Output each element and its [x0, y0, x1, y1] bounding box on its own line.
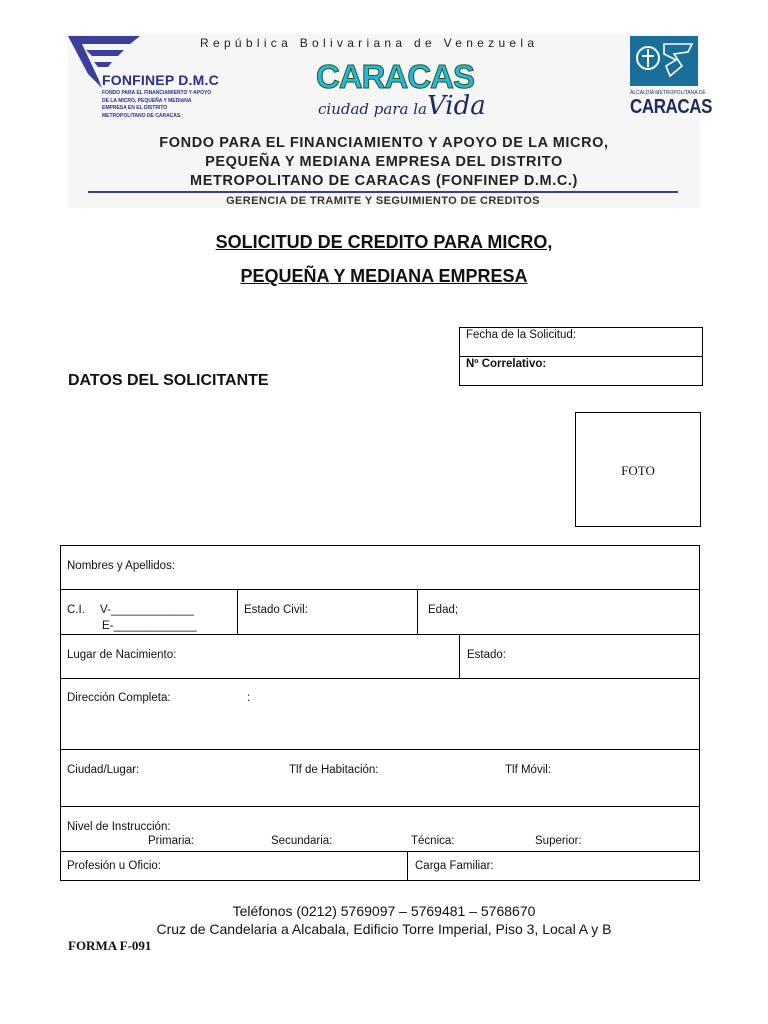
gerencia-text: GERENCIA DE TRAMITE Y SEGUIMIENTO DE CREDITOS — [226, 195, 540, 207]
profesion-row — [61, 852, 699, 880]
profesion-label: Profesión u Oficio: — [67, 860, 161, 872]
form-title-line-2: PEQUEÑA Y MEDIANA EMPRESA — [240, 266, 528, 286]
alcaldia-small-text: ALCALDÍA METROPOLITANA DE — [630, 90, 706, 96]
nivel-instruccion-field[interactable] — [61, 807, 699, 852]
ci-label: C.I. — [67, 604, 85, 616]
alcaldia-caracas-text: CARACAS — [630, 96, 713, 118]
footer-telefonos: Teléfonos (0212) 5769097 – 5769481 – 5768670 — [232, 903, 536, 919]
correlativo-field[interactable] — [460, 357, 702, 385]
ci-row — [61, 590, 699, 635]
foto-box[interactable] — [575, 412, 701, 527]
form-title-line-1: SOLICITUD DE CREDITO PARA MICRO, — [215, 232, 553, 252]
fondo-title — [100, 134, 668, 191]
footer — [0, 902, 768, 938]
nombres-field[interactable] — [61, 546, 699, 590]
forma-code: FORMA F-091 — [68, 938, 152, 953]
correlativo-label: Nº Correlativo: — [466, 358, 547, 370]
fecha-solicitud-label: Fecha de la Solicitud: — [466, 329, 576, 341]
fondo-line-1: FONDO PARA EL FINANCIAMIENTO Y APOYO DE LA MICRO, — [159, 135, 609, 151]
nivel-instruccion-label: Nivel de Instrucción: — [67, 821, 171, 833]
tecnica-label: Técnica: — [411, 835, 455, 847]
edad-field[interactable] — [417, 590, 699, 634]
profesion-field[interactable] — [61, 852, 407, 880]
caracas-slogan-b: Vida — [426, 91, 486, 121]
ci-field[interactable] — [61, 590, 237, 634]
ci-e-line: E-_____________ — [102, 620, 197, 632]
foto-label: FOTO — [621, 463, 655, 478]
nombres-label: Nombres y Apellidos: — [67, 560, 176, 572]
alcaldia-emblem-icon — [630, 36, 698, 86]
tlf-movil-label: Tlf Móvil: — [505, 764, 551, 776]
fonfinep-subtitle: FONDO PARA EL FINANCIAMIENTO Y APOYO DE LA MICRO, PEQUEÑA Y MEDIANA EMPRESA EN EL DISTRITO METROPOLITANO DE CARACAS. — [102, 90, 212, 119]
header-divider — [88, 191, 678, 193]
caracas-slogan-a: ciudad para la — [318, 100, 427, 118]
lugar-nacimiento-label: Lugar de Nacimiento: — [67, 649, 177, 661]
estado-label: Estado: — [467, 649, 506, 661]
solicitante-form — [60, 545, 700, 881]
primaria-label: Primaria: — [148, 835, 195, 847]
lugar-nacimiento-field[interactable] — [61, 635, 459, 678]
section-title: DATOS DEL SOLICITANTE — [68, 372, 269, 389]
tlf-habitacion-label: Tlf de Habitación: — [289, 764, 379, 776]
ci-v-line: V-_____________ — [100, 604, 195, 616]
fecha-box — [459, 327, 703, 386]
edad-label: Edad; — [428, 604, 459, 616]
republica-text: República Bolivariana de Venezuela — [200, 36, 539, 50]
direccion-field[interactable] — [61, 679, 699, 750]
fondo-line-3: METROPOLITANO DE CARACAS (FONFINEP D.M.C.) — [190, 173, 578, 189]
estado-civil-field[interactable] — [237, 590, 417, 634]
superior-label: Superior: — [535, 835, 582, 847]
ciudad-label: Ciudad/Lugar: — [67, 764, 140, 776]
caracas-logo-word: CARACAS — [316, 58, 474, 95]
carga-familiar-field[interactable] — [407, 852, 699, 880]
contacto-row — [61, 750, 699, 807]
fecha-solicitud-field[interactable] — [460, 328, 702, 357]
fondo-line-2: PEQUEÑA Y MEDIANA EMPRESA DEL DISTRITO — [205, 154, 563, 170]
direccion-colon: : — [247, 692, 251, 704]
estado-field[interactable] — [459, 635, 699, 678]
fonfinep-title: FONFINEP D.M.C — [102, 72, 219, 88]
nacimiento-row — [61, 635, 699, 679]
estado-civil-label: Estado Civil: — [244, 604, 308, 616]
direccion-label: Dirección Completa: — [67, 692, 171, 704]
caracas-slogan — [318, 91, 486, 121]
footer-direccion: Cruz de Candelaria a Alcabala, Edificio Torre Imperial, Piso 3, Local A y B — [156, 921, 612, 937]
secundaria-label: Secundaria: — [271, 835, 333, 847]
carga-familiar-label: Carga Familiar: — [415, 860, 494, 872]
